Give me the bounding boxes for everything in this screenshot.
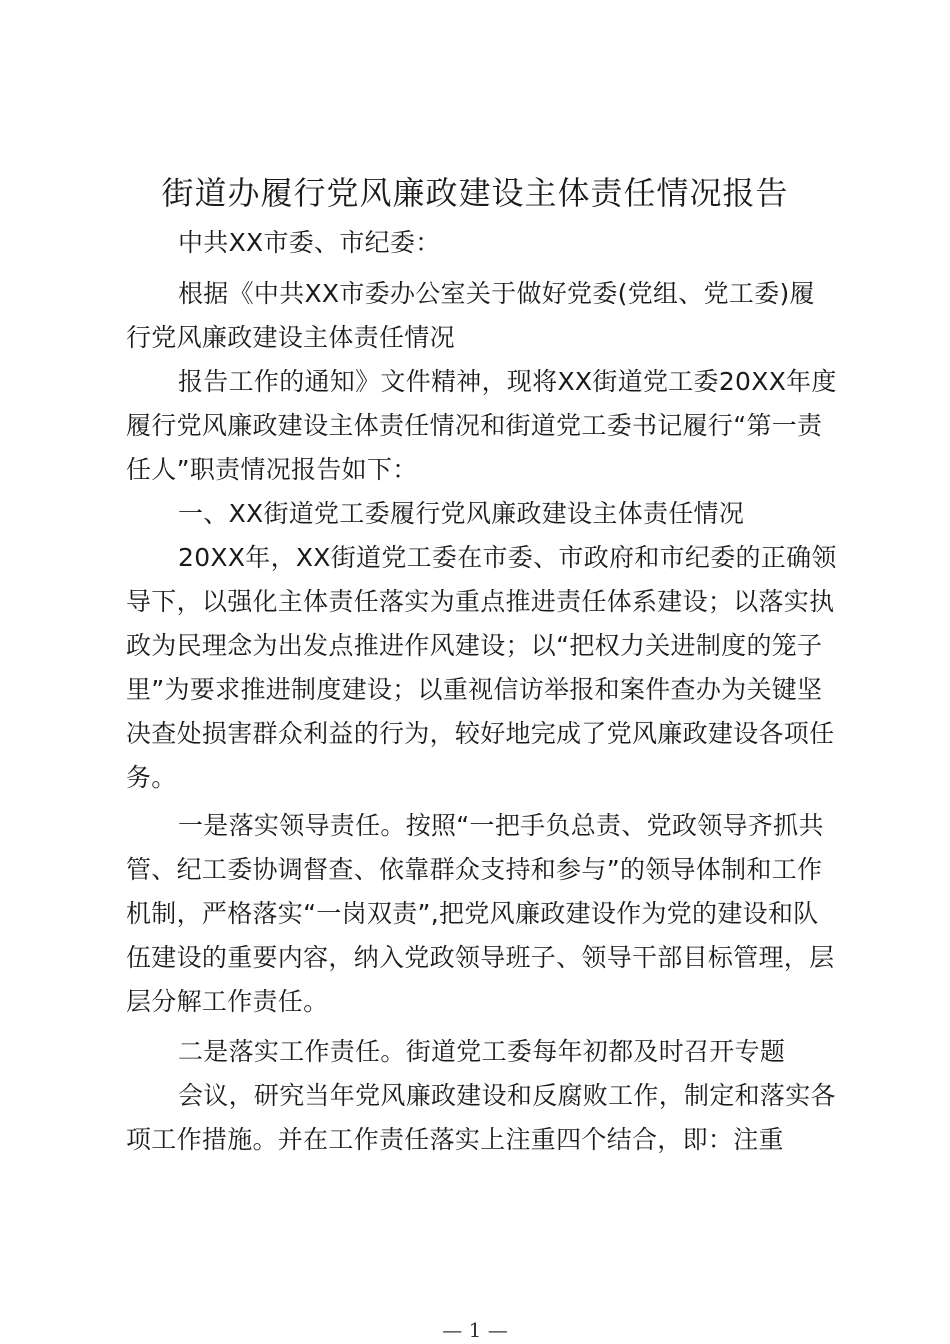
paragraph-work-responsibility-cont: 会议，研究当年党风廉政建设和反腐败工作，制定和落实各项工作措施。并在工作责任落实上注重四个结合，即：注重 — [126, 1081, 836, 1154]
paragraph-overview: 20XX年，XX街道党工委在市委、市政府和市纪委的正确领导下，以强化主体责任落实为重点推进责任体系建设；以落实执政为民理念为出发点推进作风建设；以“把权力关进制度的笼子里”为要求推进制度建设；以重视信访举报和案件查办为关键坚决查处损害群众利益的行为，较好地完成了党风廉政建设各项任务。 — [126, 543, 837, 792]
paragraph-notice: 报告工作的通知》文件精神，现将XX街道党工委20XX年度履行党风廉政建设主体责任情况和街道党工委书记履行“第一责任人”职责情况报告如下： — [126, 367, 837, 484]
paragraph-basis: 根据《中共XX市委办公室关于做好党委(党组、党工委)履行党风廉政建设主体责任情况 — [126, 279, 815, 352]
section-heading-1: 一、XX街道党工委履行党风廉政建设主体责任情况 — [178, 499, 745, 528]
salutation: 中共XX市委、市纪委： — [178, 228, 441, 257]
paragraph-work-responsibility: 二是落实工作责任。街道党工委每年初都及时召开专题 — [178, 1037, 786, 1066]
document-title: 街道办履行党风廉政建设主体责任情况报告 — [161, 174, 789, 212]
paragraph-leadership-responsibility: 一是落实领导责任。按照“一把手负总责、党政领导齐抓共管、纪工委协调督查、依靠群众支持和参与”的领导体制和工作机制，严格落实“一岗双责”,把党风廉政建设作为党的建设和队伍建设的重要内容，纳入党政领导班子、领导干部目标管理，层层分解工作责任。 — [126, 811, 835, 1016]
page-number: — 1 — — [442, 1318, 508, 1342]
